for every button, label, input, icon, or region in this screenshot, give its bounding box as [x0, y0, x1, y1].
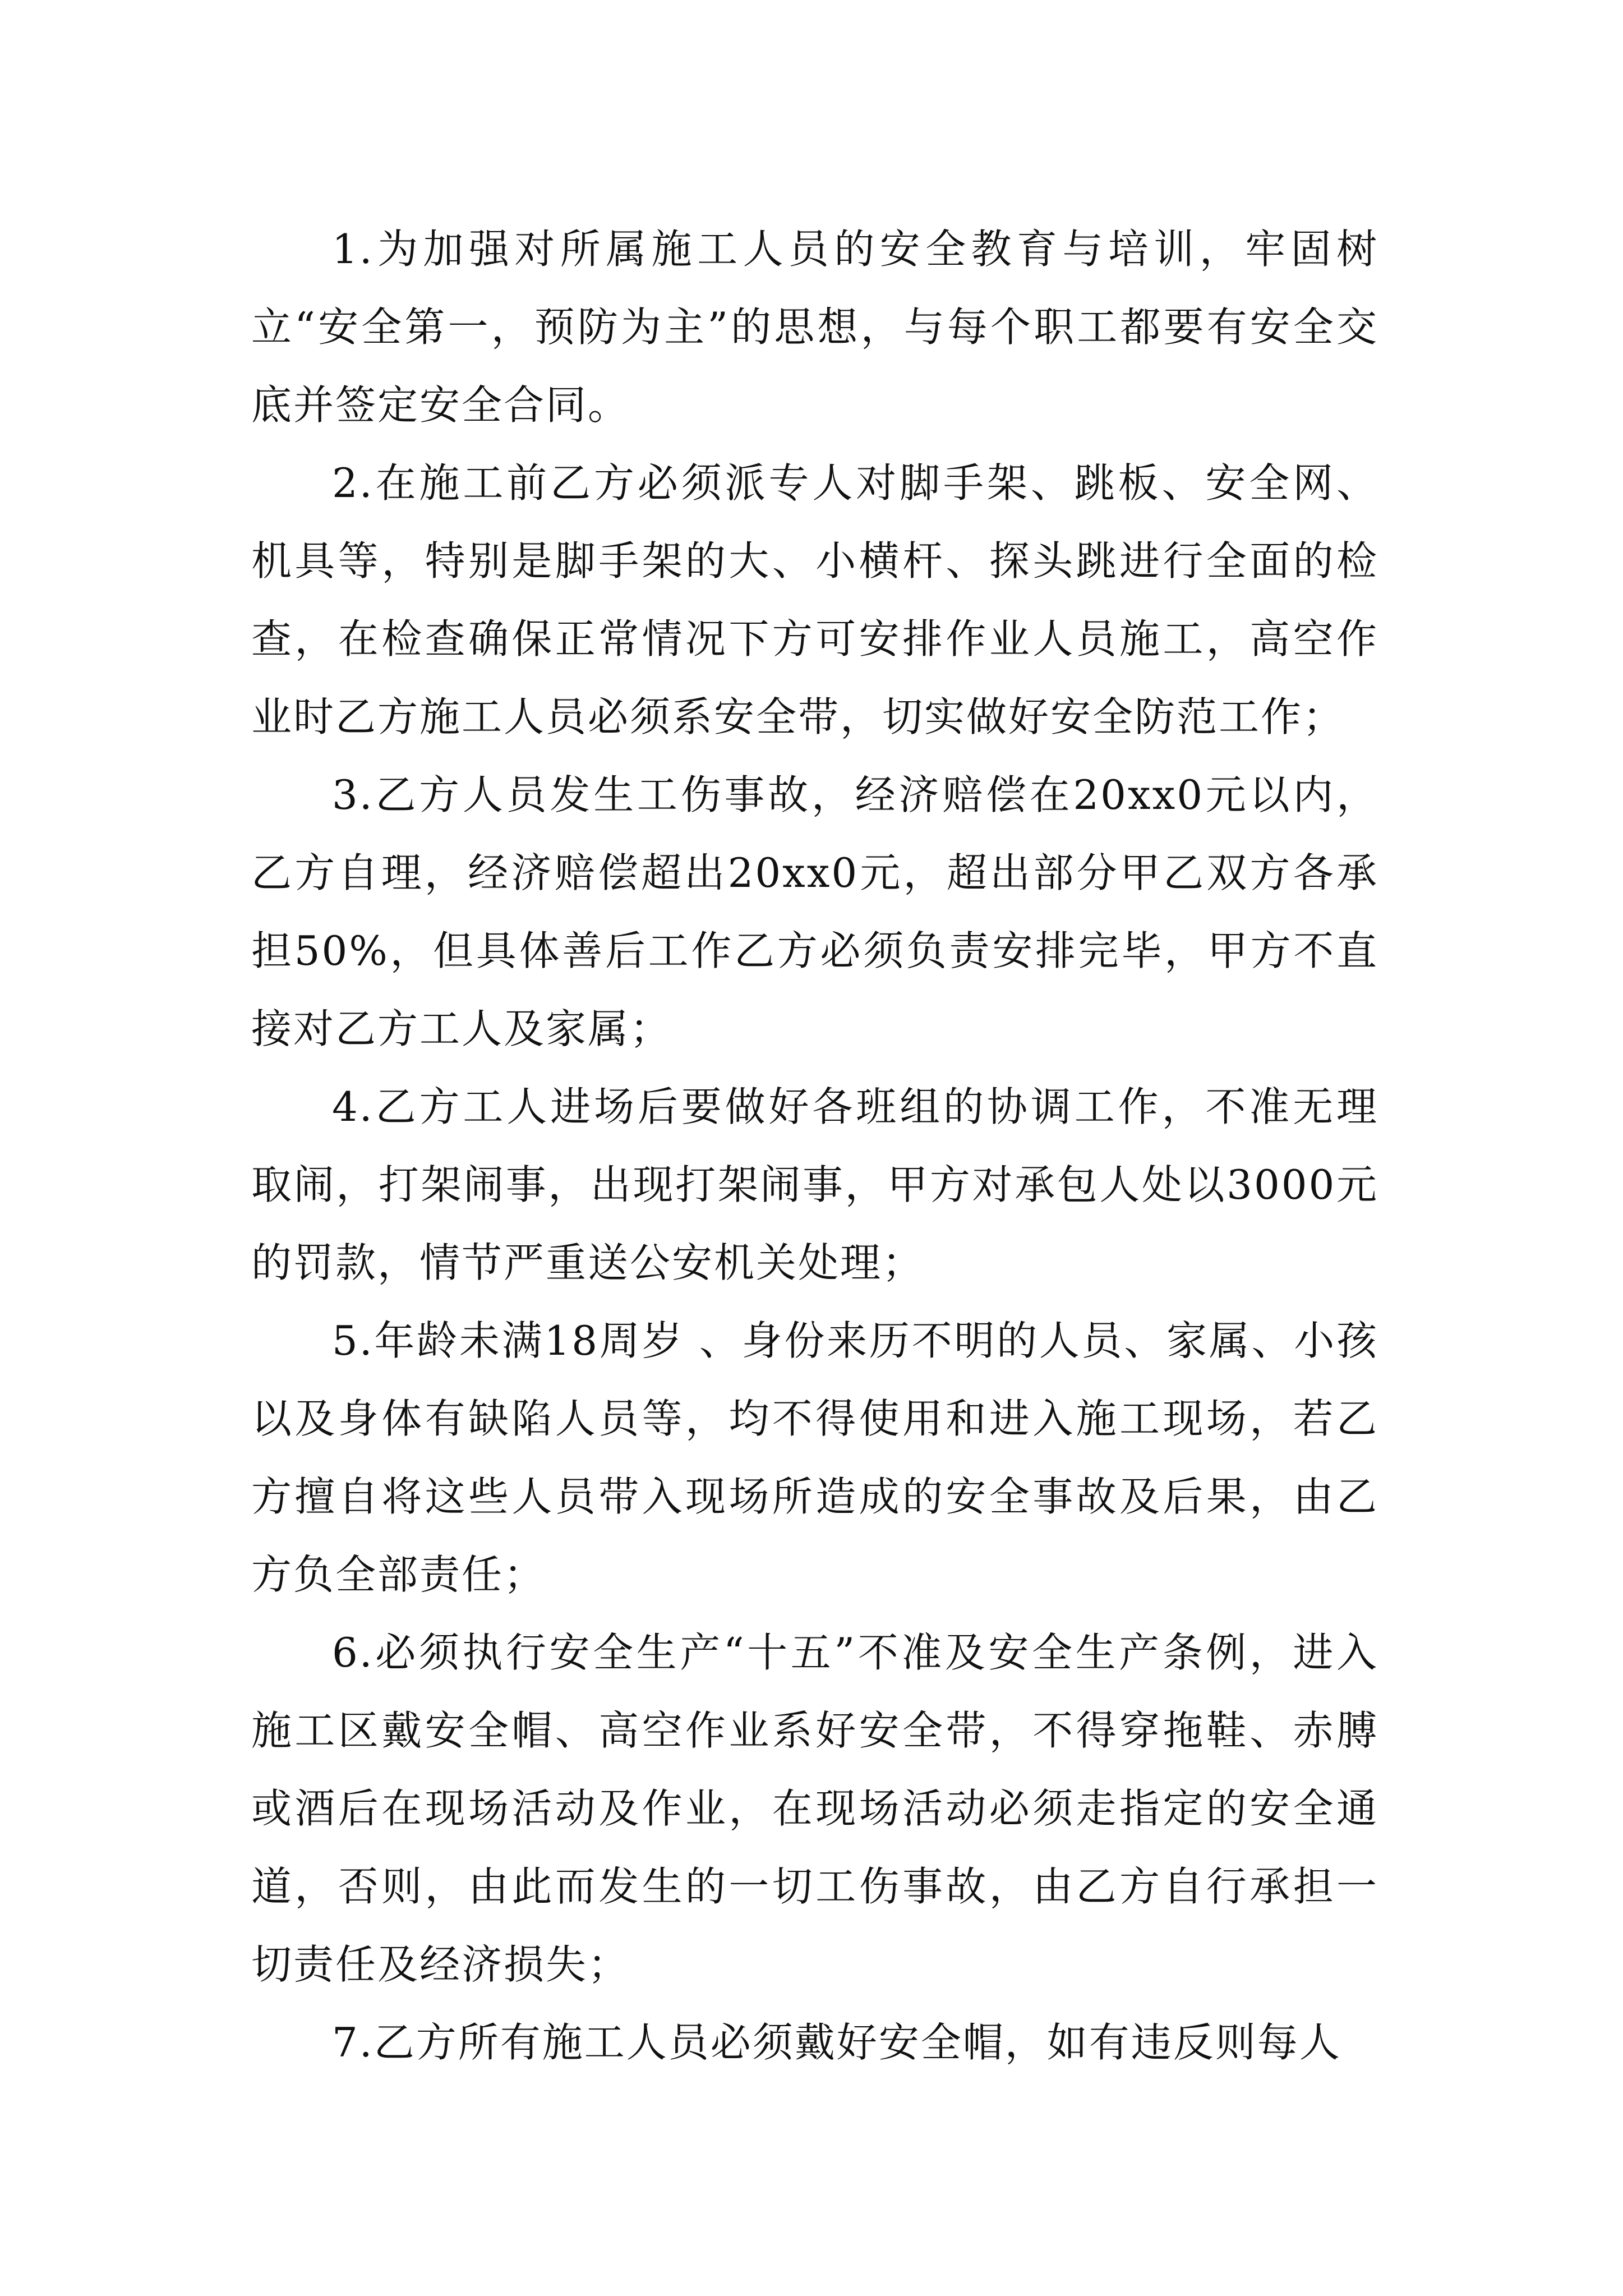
document-body — [251, 210, 1378, 2082]
paragraph-2: 2.在施工前乙方必须派专人对脚手架、跳板、安全网、机具等，特别是脚手架的大、小横杆、探头跳进行全面的检查，在检查确保正常情况下方可安排作业人员施工，高空作业时乙方施工人员必须系安全带，切实做好安全防范工作； — [251, 459, 1378, 740]
paragraph-7: 7.乙方所有施工人员必须戴好安全帽，如有违反则每人 — [332, 2019, 1341, 2066]
paragraph-4: 4.乙方工人进场后要做好各班组的协调工作，不准无理取闹，打架闹事，出现打架闹事，甲方对承包人处以3000元的罚款，情节严重送公安机关处理； — [251, 1083, 1378, 1286]
paragraph-6: 6.必须执行安全生产“十五”不准及安全生产条例，进入施工区戴安全帽、高空作业系好安全带，不得穿拖鞋、赤膊或酒后在现场活动及作业，在现场活动必须走指定的安全通道，否则，由此而发生的一切工伤事故，由乙方自行承担一切责任及经济损失； — [251, 1629, 1378, 1988]
paragraph-3: 3.乙方人员发生工伤事故，经济赔偿在20xx0元以内，乙方自理，经济赔偿超出20xx0元，超出部分甲乙双方各承担50%，但具体善后工作乙方必须负责安排完毕，甲方不直接对乙方工人及家属； — [251, 771, 1378, 1052]
paragraph-5: 5.年龄未满18周岁 、身份来历不明的人员、家属、小孩以及身体有缺陷人员等，均不得使用和进入施工现场，若乙方擅自将这些人员带入现场所造成的安全事故及后果，由乙方负全部责任； — [251, 1317, 1378, 1598]
paragraph-1: 1.为加强对所属施工人员的安全教育与培训，牢固树立“安全第一，预防为主”的思想，与每个职工都要有安全交底并签定安全合同。 — [251, 226, 1378, 429]
